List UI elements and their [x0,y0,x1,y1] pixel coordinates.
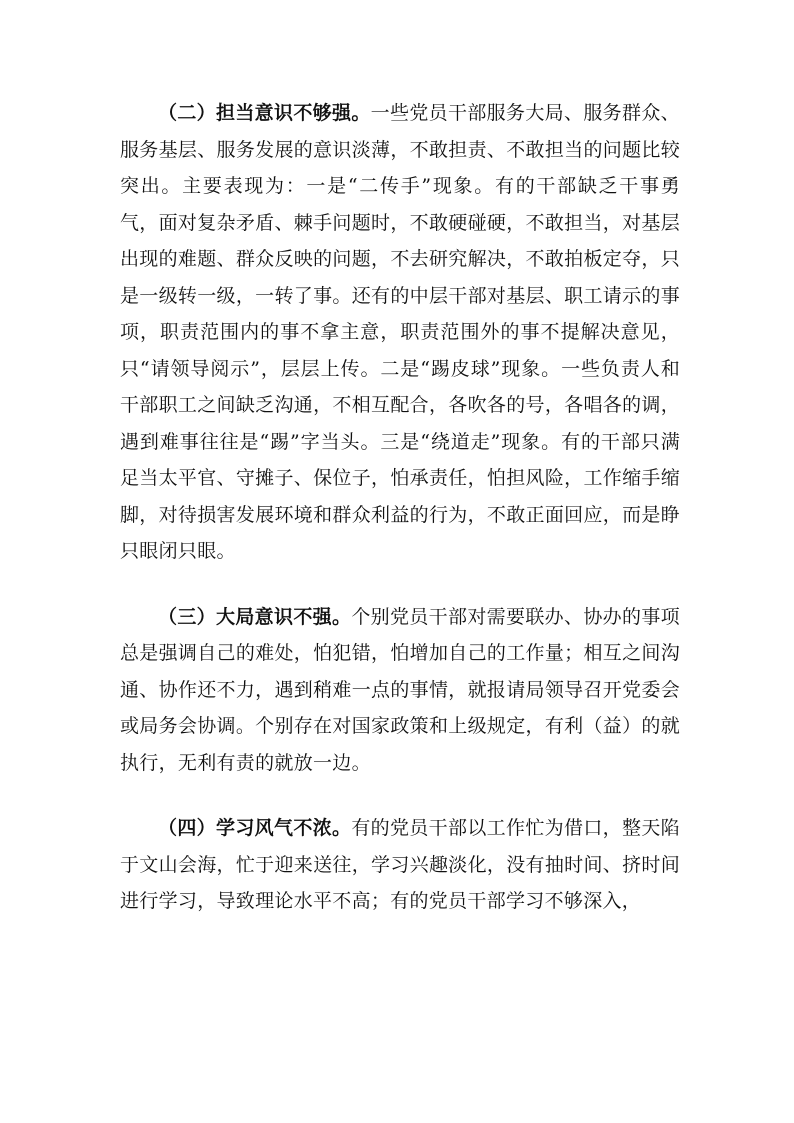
section-three-paragraph [120,599,680,782]
document-page [120,95,680,920]
section-two-body: 一些党员干部服务大局、服务群众、服务基层、服务发展的意识淡薄，不敢担责、不敢担当的问题比较突出。主要表现为：一是“二传手”现象。有的干部缺乏干事勇气，面对复杂矛盾、棘手问题时，不敢硬碰硬，不敢担当，对基层出现的难题、群众反映的问题，不去研究解决，不敢拍板定夺，只是一级转一级，一转了事。还有的中层干部对基层、职工请示的事项，职责范围内的事不拿主意，职责范围外的事不提解决意见，只“请领导阅示”，层层上传。二是“踢皮球”现象。一些负责人和干部职工之间缺乏沟通，不相互配合，各吹各的号，各唱各的调，遇到难事往往是“踢”字当头。三是“绕道走”现象。有的干部只满足当太平官、守摊子、保位子，怕承责任，怕担风险，工作缩手缩脚，对待损害发展环境和群众利益的行为，不敢正面回应，而是睁只眼闭只眼。 [120,102,680,562]
section-two-paragraph [120,95,680,570]
section-four-heading: （四）学习风气不浓。 [158,817,352,839]
section-four-paragraph [120,810,680,920]
section-four-body: 有的党员干部以工作忙为借口，整天陷于文山会海，忙于迎来送往，学习兴趣淡化，没有抽时间、挤时间进行学习，导致理论水平不高；有的党员干部学习不够深入， [120,817,680,912]
section-three-heading: （三）大局意识不强。 [158,605,352,628]
section-two-heading: （二）担当意识不够强。 [158,102,371,124]
section-three-body: 个别党员干部对需要联办、协办的事项总是强调自己的难处，怕犯错，怕增加自己的工作量；相互之间沟通、协作还不力，遇到稍难一点的事情，就报请局领导召开党委会或局务会协调。个别存在对国家政策和上级规定，有利（益）的就执行，无利有责的就放一边。 [120,605,680,774]
